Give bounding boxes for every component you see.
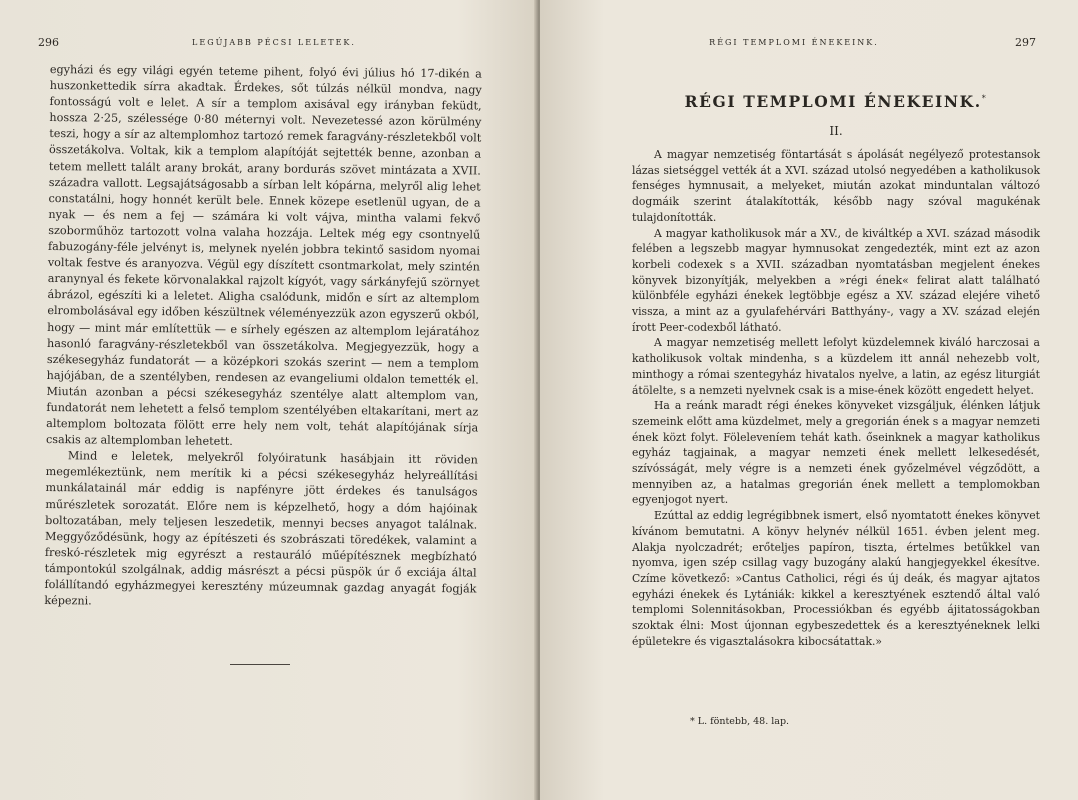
footnote-mark: * <box>981 93 988 103</box>
article-title <box>632 92 1040 111</box>
running-head: LEGÚJABB PÉCSI LELETEK. <box>192 38 356 47</box>
page-number: 297 <box>1015 36 1036 49</box>
paragraph: A magyar nemzetiség föntartását s ápolását negélyező protestansok lázas sietséggel vették át a XVI. század utolsó negyedében a katholikusok fenséges hymnusait, a melyeket, miután azokat minduntalan változó dogmáik szerint átalakították, később nagy szóval magukénak tulajdonították. <box>632 148 1040 224</box>
end-rule <box>230 664 290 665</box>
body-text <box>632 147 1040 650</box>
article-title-text: RÉGI TEMPLOMI ÉNEKEINK. <box>684 92 982 111</box>
page-number: 296 <box>38 36 59 49</box>
paragraph: Mind e leletek, melyekről folyóiratunk hasábjain itt röviden megemlékeztünk, nem merítik ki a pécsi székesegyház helyreállítási munkálatainál már eddig is napfényre jött érdekes és tanulságos műrészletek sorozatát. Előre nem is képzelhető, hogy a dóm hajóinak boltozatában, mely teljesen leszedetik, mennyi becses anyagot találnak. Meggyőződésünk, hogy az építészeti és szobrászati töredékek, valamint a freskó-részletek mig egyrészt a restauráló műépítésznek megbízható támpontokúl szolgálnak, addig másrészt a pécsi püspök úr ő exciája által folállítandó egyházmegyei keresztény múzeumnak gazdag anyagát fogják képezni. <box>44 449 478 608</box>
paragraph: Ezúttal az eddig legrégibbnek ismert, első nyomtatott énekes könyvet kívánom bemutatni. A könyv helynév nélkül 1651. évben jelent meg. Alakja nyolczadrét; erőteljes papíron, tiszta, értelmes betűkkel van nyomva, igen szép csillag vagy buzogány alakú hangjegyekkel ékesítve. Czíme következő: »Cantus Catholici, régi és új deák, és magyar ajtatos egyházi énekek és Lytániák: kikkel a keresztyének esztendő által való templomi Solennitásokban, Processiókban és egyébb ájitatosságokban szoktak élni: Most újonnan egybeszedettek és a keresztyéneknek lelki épületekre és vigasztalásokra kibocsátattak.» <box>632 509 1040 648</box>
body-text <box>44 62 482 614</box>
footnote: * L. föntebb, 48. lap. <box>690 716 790 727</box>
paragraph: A magyar katholikusok már a XV., de kiváltkép a XVI. század második felében a legszebb magyar hymnusokat zengedezték, mint ezt az azon korbeli codexek s a XVII. században nyomtatásban megjelent énekes könyvek bizonyítják, melyekben a »régi ének« felirat alatt található különbféle egyházi énekek legtöbbje egész a XV. század elejére vihető vissza, a mint az a gyulafehérvári Batthyány-, vagy a XV. század elején írott Peer-codexből látható. <box>632 226 1040 334</box>
paragraph: A magyar nemzetiség mellett lefolyt küzdelemnek kiváló harczosai a katholikusok voltak mindenha, s a küzdelem itt annál nehezebb volt, minthogy a római szentegyház hivatalos nyelve, a latin, az egész liturgiát átölelte, s a nemzeti nyelvnek csak is a mise-ének között engedett helyet. <box>632 336 1040 397</box>
left-page <box>0 0 538 800</box>
section-number: II. <box>829 124 843 138</box>
paragraph: egyházi és egy világi egyén teteme pihent, folyó évi július hó 17-dikén a huszonkettedik sírra akadtak. Érdekes, sőt túlzás nélkül mondva, nagy fontosságú volt e lelet. A sír a templom axisával egy irányban feküdt, hossza 2·25, szélessége 0·80 méternyi volt. Nevezetessé azon körülmény teszi, hogy a sír az altemplomhoz tartozó remek faragvány-részletekből volt összetákolva. Voltak, kik a templom alapítóját sejtették benne, azonban a tetem mellett talált arany brokát, arany bordurás szövet mintázata a XVII. századra vallott. Legsajátságosabb a sírban lelt kópárna, melyről alig lehet constatálni, hogy honnét került bele. Ennek közepe esetlenül ugyan, de a nyak — és nem a fej — számára ki volt vájva, mintha valami fekvő szoborműhöz tartozott volna valaha hozzája. Leltek még egy csontnyelű fabuzogány-féle jelvényt is, melynek nyelén jobbra tekintő sasidom nyomai voltak festve és aranyozva. Végül egy díszített csontmarkolat, mely szintén aranynyal és fekete körvonalakkal rajzolt kígyót, vagy sárkányfejű szörnyet ábrázol, egészíti ki a leletet. Aligha csalódunk, midőn e sírt az altemplom elrombolásával egy időben készültnek véleményezzük azon egyszerű okból, hogy — mint már említettük — e sírhely egészen az altemplom lejáratához hasonló faragvány-részletekből van összetákolva. Megjegyezzük, hogy a székesegyház fundatorát — a középkori szokás szerint — nem a templom hajójában, de a szentélyben, rendesen az evangeliumi oldalon temették el. Miután azonban a pécsi székesegyház szentélye alatt altemplom van, fundatorát nem lehetett a felső templom szentélyében eltakarítani, mert az altemplom boltozata fölött erre hely nem volt, tehát alapítójának sírja csakis az altemplomban lehetett. <box>45 62 482 449</box>
right-page <box>540 0 1078 800</box>
running-head: RÉGI TEMPLOMI ÉNEKEINK. <box>709 38 879 47</box>
paragraph: Ha a reánk maradt régi énekes könyveket vizsgáljuk, élénken látjuk szemeink előtt ama küzdelmet, mely a gregorián ének s a magyar nemzeti ének közt folyt. Föleleveníem tehát kath. őseinknek a magyar katholikus egyház tagjainak, a magyar nemzeti ének mellett lelkesedését, szívósságát, mely végre is a nemzeti ének győzelmével végződött, a mennyiben az, a hatalmas gregorián ének mellett a templomokban egyenjogot nyert. <box>632 399 1040 507</box>
